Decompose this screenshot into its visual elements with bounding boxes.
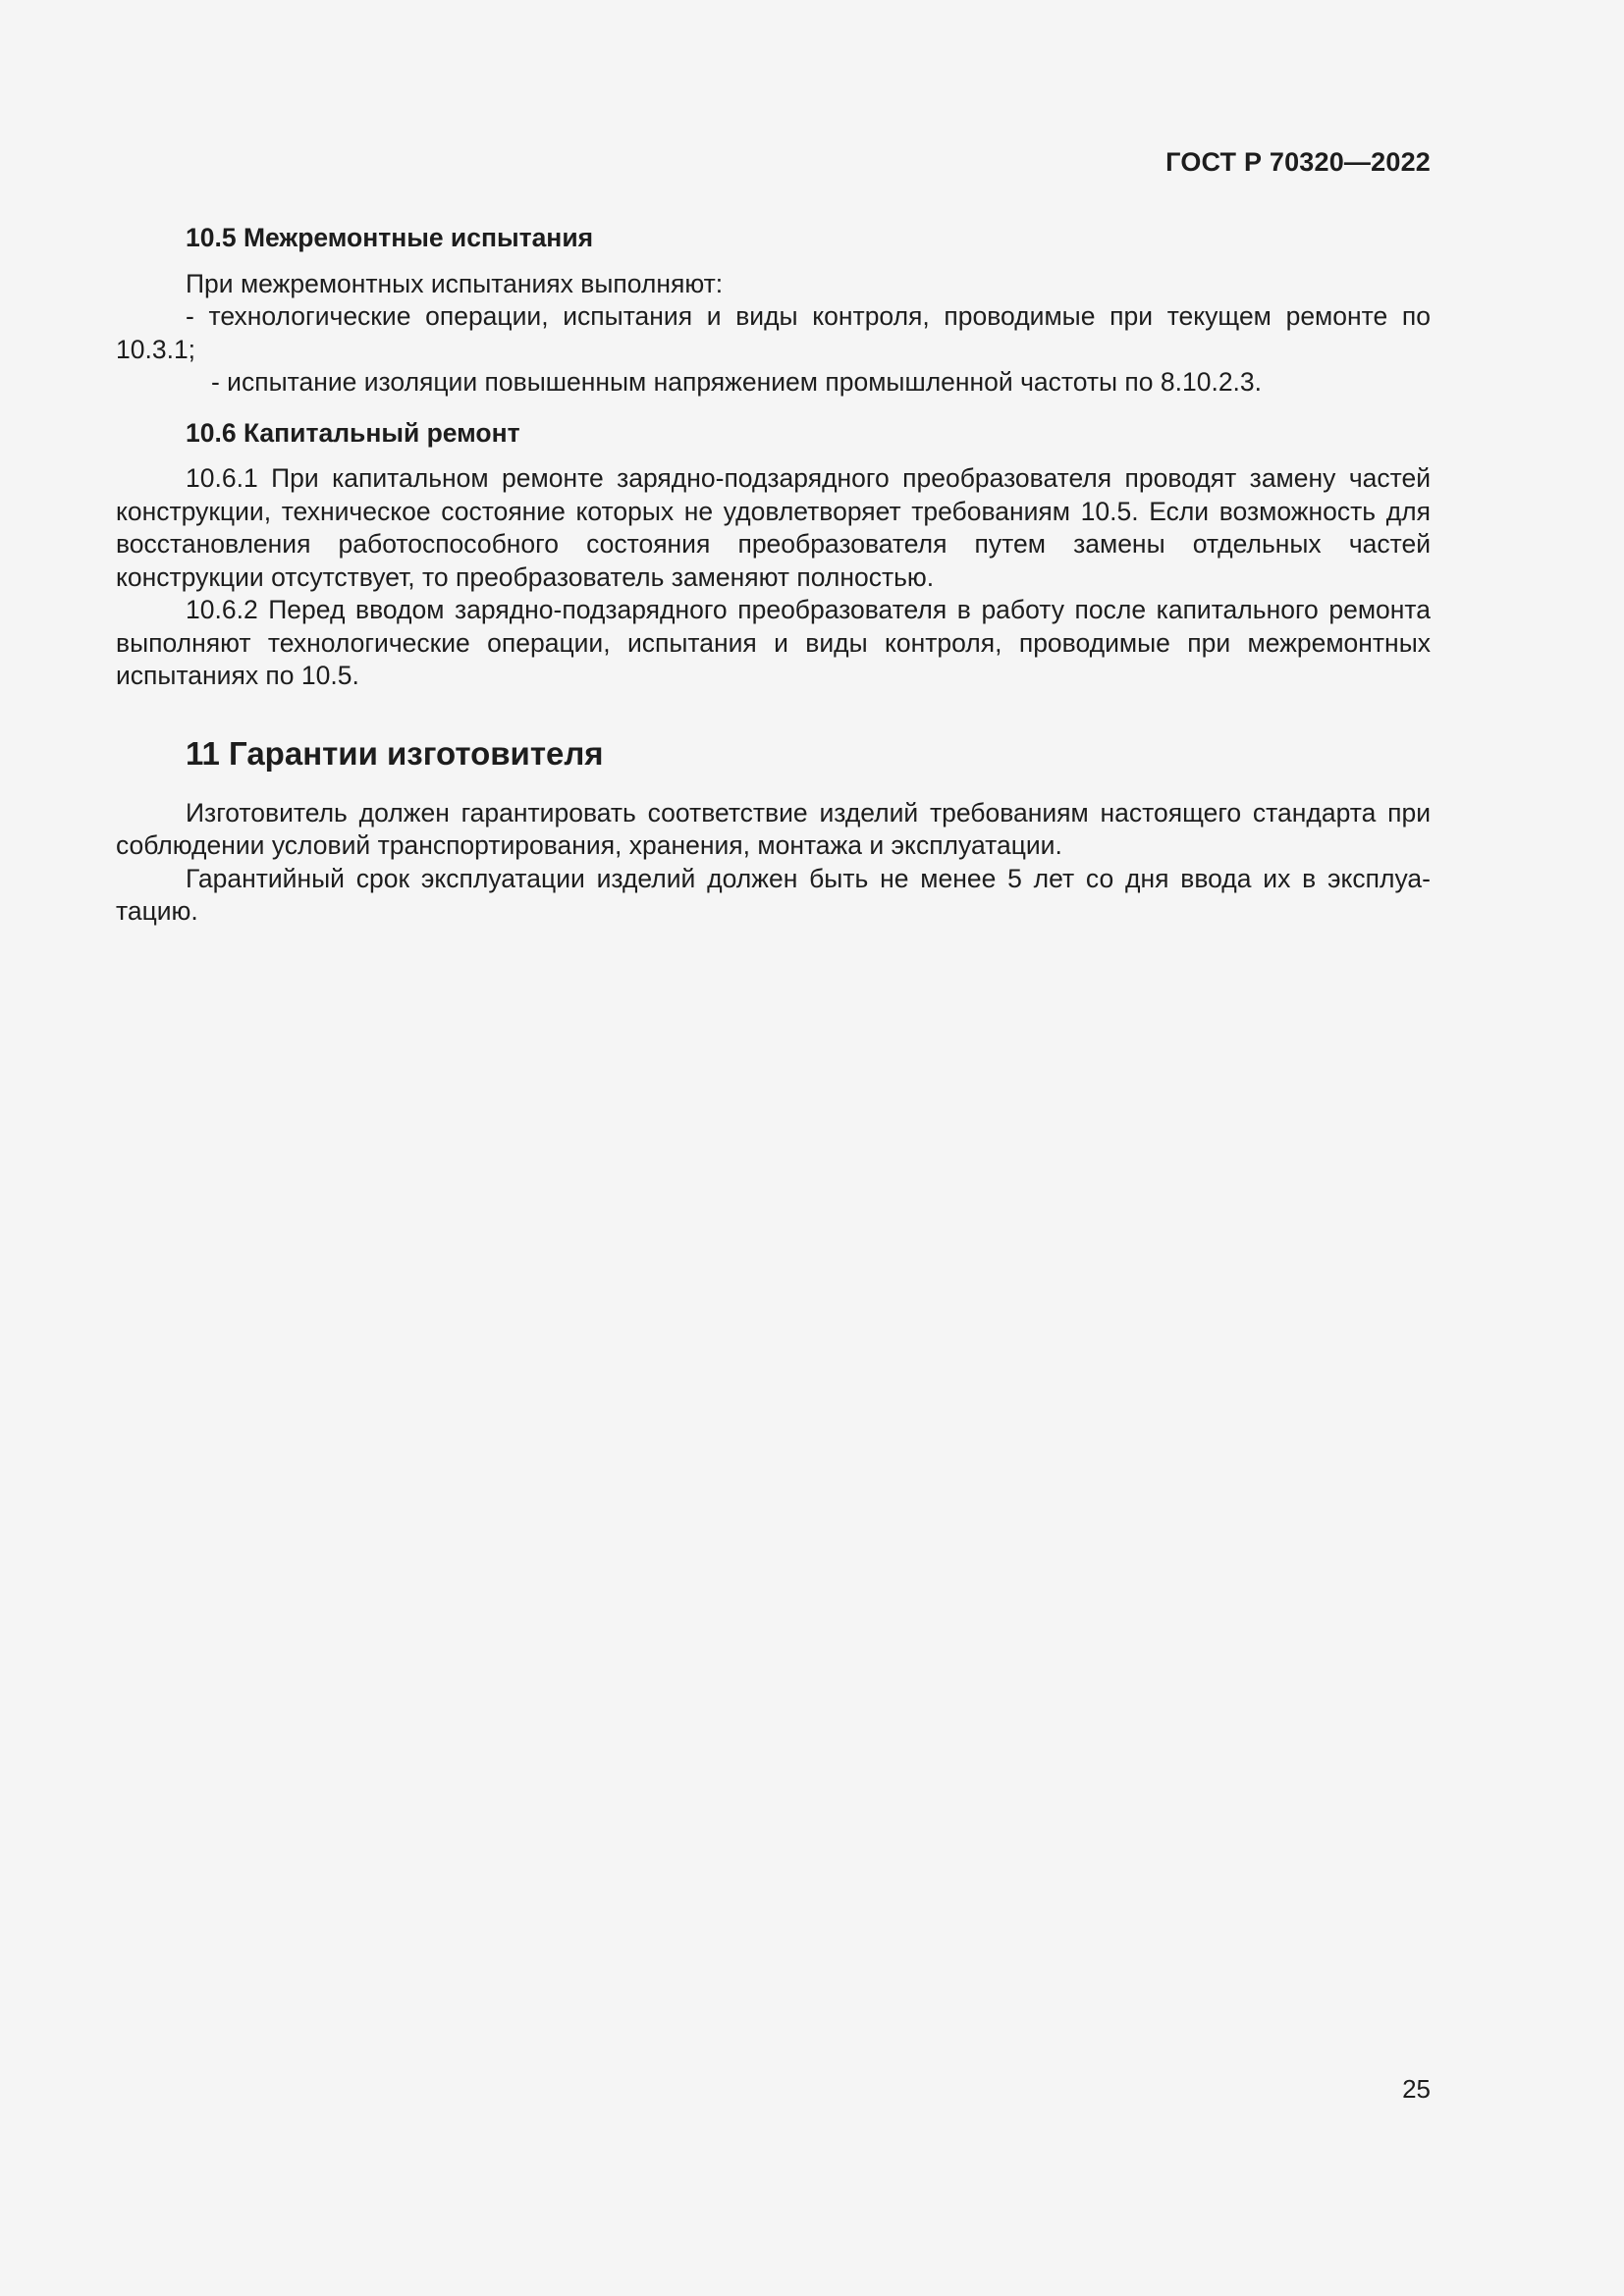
paragraph-intro: При межремонтных испытаниях выполняют:: [186, 268, 724, 298]
section-heading-10-5: 10.5 Межремонтные испытания: [186, 223, 594, 252]
document-code: ГОСТ Р 70320—2022: [1165, 147, 1431, 177]
list-item-1: - технологические операции, испытания и виды контроля, проводимые при текущем ремонте по 10.3.1;: [116, 301, 1431, 364]
page-number: 25: [1402, 2074, 1431, 2104]
paragraph-10-6-2: 10.6.2 Перед вводом зарядно-подзарядного преобразователя в работу после капитального ремонта выполняют технологические операции, испытания и виды контроля, проводимые при межремонтных испытаниях по 10.5.: [116, 595, 1431, 690]
list-item-2: - испытание изоляции повышенным напряжением промышленной частоты по 8.10.2.3.: [211, 367, 1263, 397]
paragraph-11-1: Изготовитель должен гарантировать соответствие изделий требованиям настоящего стандарта при соблюдении условий транспортирования, хранения, монтажа и эксплуатации.: [116, 797, 1431, 860]
section-heading-10-6: 10.6 Капитальный ремонт: [186, 417, 520, 448]
page-content: [116, 222, 1431, 929]
paragraph-11-2: Гарантийный срок эксплуатации изделий должен быть не менее 5 лет со дня ввода их в эксплуатацию.: [116, 863, 1431, 926]
chapter-heading-11: 11 Гарантии изготовителя: [186, 734, 604, 772]
paragraph-10-6-1: 10.6.1 При капитальном ремонте зарядно-подзарядного преобразователя проводят замену частей конструкции, техническое состояние которых не удовлетворяет требованиям 10.5. Если возможность для восстановления работоспособного состояния преобразователя путем замены отдельных частей конструкции отсутствует, то преобразователь заменяют полностью.: [116, 463, 1431, 592]
